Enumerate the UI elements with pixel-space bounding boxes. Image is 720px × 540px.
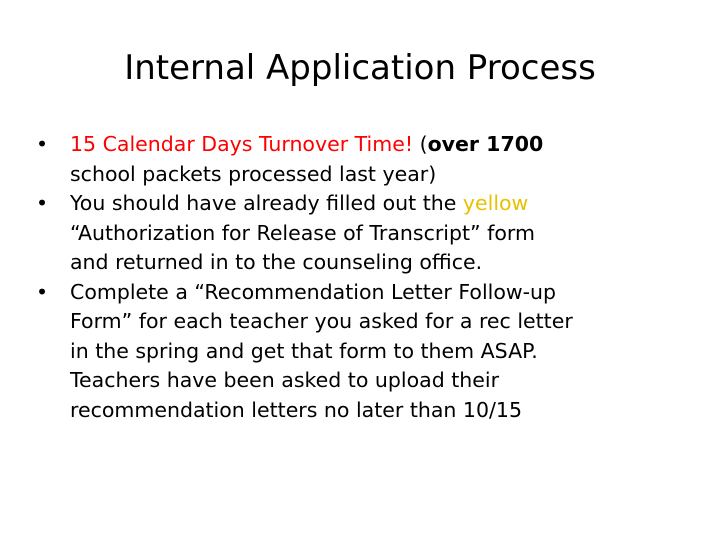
bullet-item bbox=[36, 278, 696, 426]
bullet-marker: • bbox=[36, 191, 49, 215]
bullet-line bbox=[70, 219, 696, 249]
slide-title: Internal Application Process bbox=[124, 48, 596, 88]
text-run: yellow bbox=[462, 191, 529, 215]
bullet-line bbox=[70, 160, 696, 190]
bullet-line bbox=[70, 337, 696, 367]
text-run: over 1700 bbox=[427, 132, 544, 156]
bullet-line bbox=[70, 396, 696, 426]
text-run: You should have already filled out the bbox=[70, 191, 463, 215]
text-run: “Authorization for Release of Transcript” form bbox=[70, 220, 535, 245]
text-run: recommendation letters no later than 10/15 bbox=[70, 397, 523, 422]
bullet-line bbox=[70, 307, 696, 337]
text-run: and returned in to the counseling office. bbox=[70, 250, 483, 274]
text-run: in the spring and get that form to them ASAP. bbox=[70, 338, 538, 363]
bullet-line bbox=[70, 248, 696, 278]
bullet-line bbox=[70, 189, 696, 219]
bullet-line bbox=[70, 366, 696, 396]
bullet-line bbox=[70, 130, 696, 160]
bullet-marker: • bbox=[36, 279, 49, 304]
text-run: Form” for each teacher you asked for a rec letter bbox=[70, 309, 573, 333]
bullet-item bbox=[36, 189, 696, 278]
bullet-line bbox=[70, 278, 696, 308]
bullet-item bbox=[36, 130, 696, 189]
text-run: Complete a “Recommendation Letter Follow-up bbox=[70, 279, 557, 304]
bullet-marker: • bbox=[36, 132, 49, 156]
text-run: school packets processed last year) bbox=[70, 161, 437, 186]
text-run: Teachers have been asked to upload their bbox=[70, 368, 499, 392]
text-run: ( bbox=[413, 132, 428, 156]
bullet-list bbox=[36, 130, 696, 425]
text-run: 15 Calendar Days Turnover Time! bbox=[70, 132, 414, 156]
